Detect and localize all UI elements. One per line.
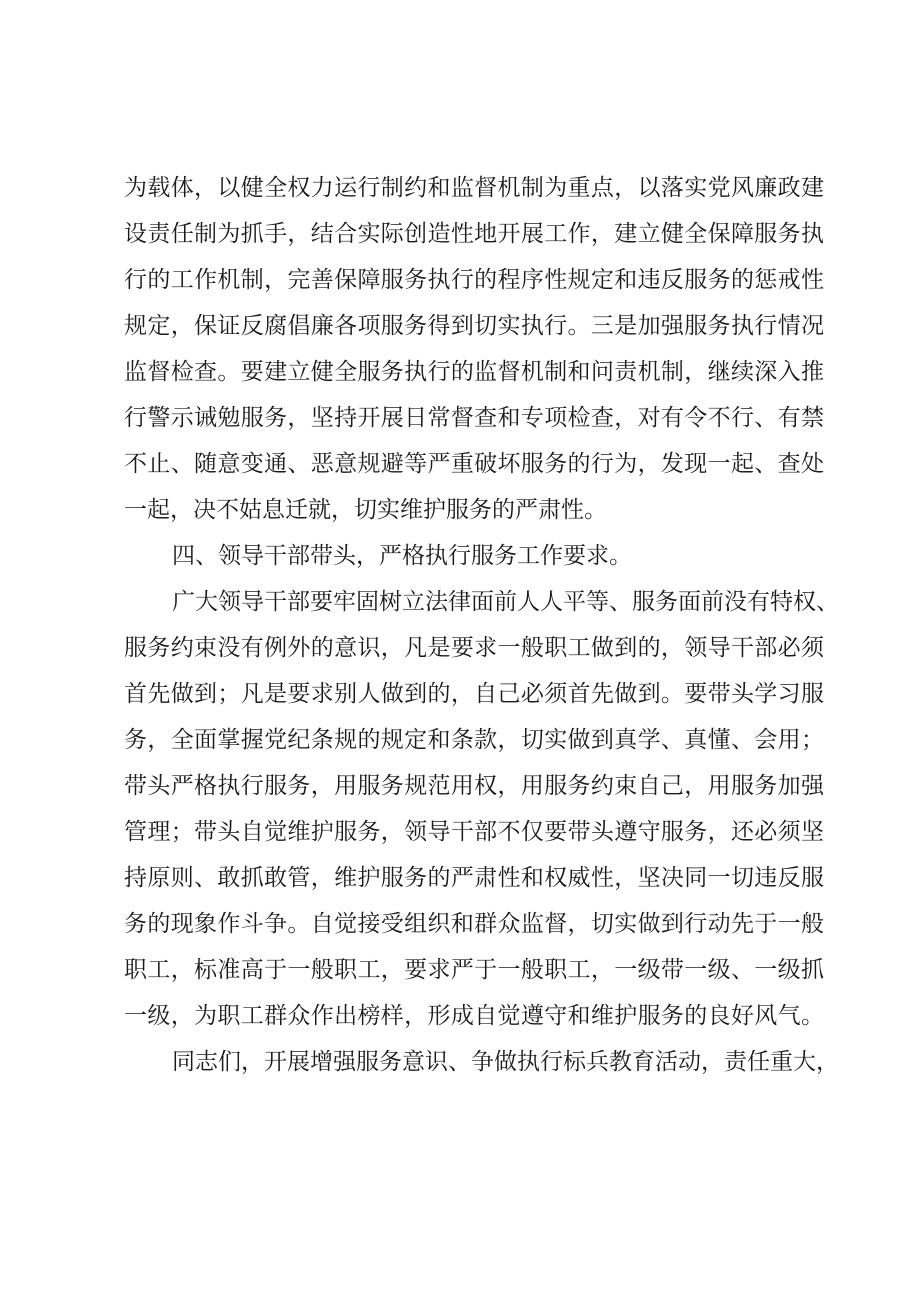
text-line: 一起，决不姑息迁就，切实维护服务的严肃性。 <box>124 497 607 523</box>
text-line: 持原则、敢抓敢管，维护服务的严肃性和权威性，坚决同一切违反服 <box>124 865 824 891</box>
section-heading: 四、领导干部带头，严格执行服务工作要求。 <box>172 543 632 569</box>
text-line: 务，全面掌握党纪条规的规定和条款，切实做到真学、真懂、会用； <box>124 727 824 753</box>
text-line: 服务约束没有例外的意识，凡是要求一般职工做到的，领导干部必须 <box>124 635 824 661</box>
text-line: 规定，保证反腐倡廉各项服务得到切实执行。三是加强服务执行情况 <box>124 313 824 339</box>
text-line: 广大领导干部要牢固树立法律面前人人平等、服务面前没有特权、 <box>172 589 839 615</box>
text-line: 行警示诫勉服务，坚持开展日常督查和专项检查，对有令不行、有禁 <box>124 405 824 431</box>
text-line: 监督检查。要建立健全服务执行的监督机制和问责机制，继续深入推 <box>124 359 824 385</box>
text-line: 管理；带头自觉维护服务，领导干部不仅要带头遵守服务，还必须坚 <box>124 819 824 845</box>
text-line: 同志们，开展增强服务意识、争做执行标兵教育活动，责任重大， <box>172 1049 839 1075</box>
text-line: 一级，为职工群众作出榜样，形成自觉遵守和维护服务的良好风气。 <box>124 1003 824 1029</box>
text-line: 不止、随意变通、恶意规避等严重破坏服务的行为，发现一起、查处 <box>124 451 824 477</box>
text-line: 为载体，以健全权力运行制约和监督机制为重点，以落实党风廉政建 <box>124 175 824 201</box>
text-line: 行的工作机制，完善保障服务执行的程序性规定和违反服务的惩戒性 <box>124 267 824 293</box>
text-line: 务的现象作斗争。自觉接受组织和群众监督，切实做到行动先于一般 <box>124 911 824 937</box>
text-line: 带头严格执行服务，用服务规范用权，用服务约束自己，用服务加强 <box>124 773 824 799</box>
text-line: 职工，标准高于一般职工，要求严于一般职工，一级带一级、一级抓 <box>124 957 824 983</box>
text-line: 首先做到；凡是要求别人做到的，自己必须首先做到。要带头学习服 <box>124 681 824 707</box>
text-line: 设责任制为抓手，结合实际创造性地开展工作，建立健全保障服务执 <box>124 221 824 247</box>
